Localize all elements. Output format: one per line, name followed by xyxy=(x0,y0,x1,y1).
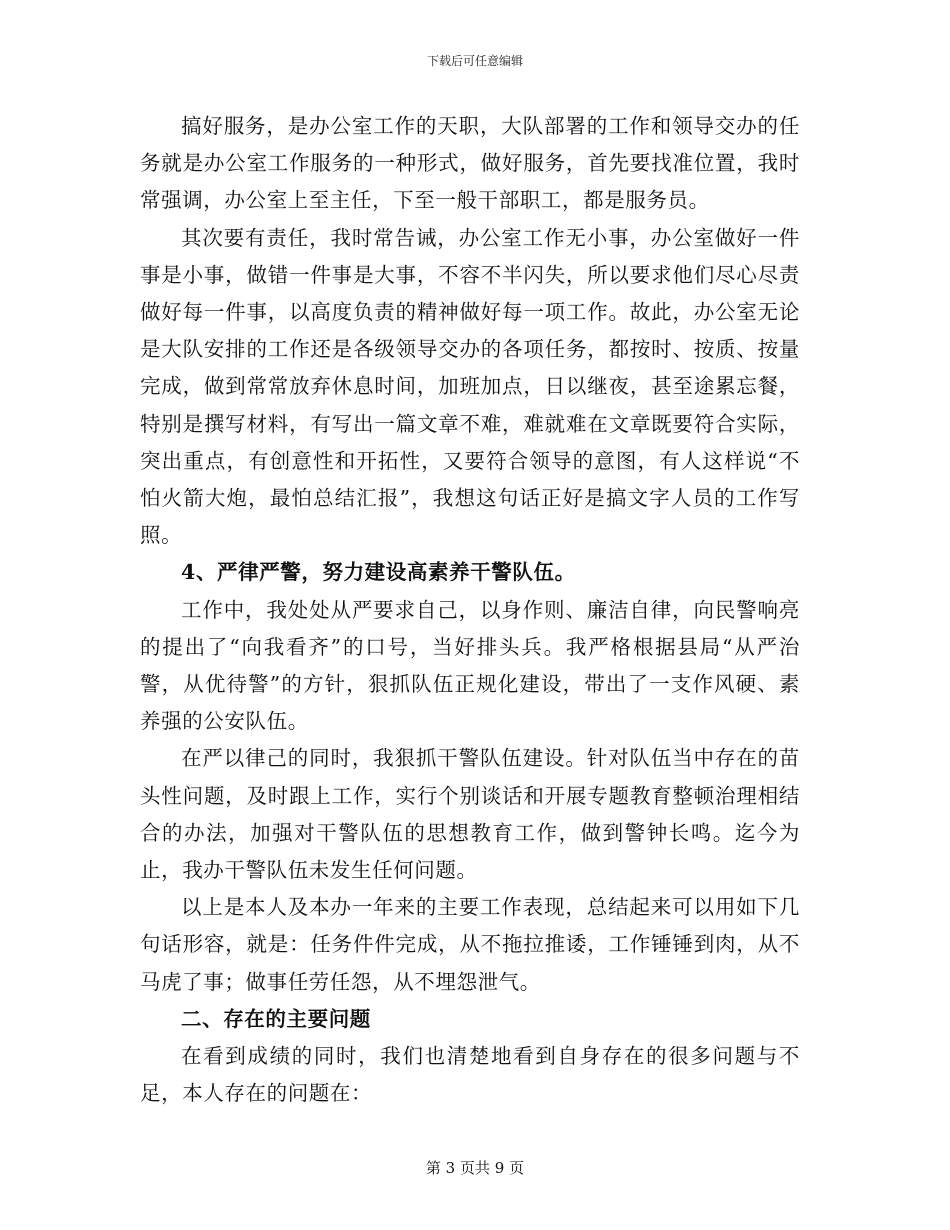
section-heading-4: 4、严律严警，努力建设高素养干警队伍。 xyxy=(181,560,576,585)
paragraph-self-discipline: 工作中，我处处从严要求自己，以身作则、廉洁自律，向民警响亮的提出了“向我看齐”的口号，当好排头兵。我严格根据县局“从严治警，从优待警”的方针，狠抓队伍正规化建设，带出了一支作风硬、素养强的公安队伍。 xyxy=(140,597,800,734)
page-number: 第 3 页共 9 页 xyxy=(425,1159,525,1177)
document-body xyxy=(140,108,800,1112)
paragraph-service: 搞好服务，是办公室工作的天职，大队部署的工作和领导交办的任务就是办公室工作服务的一种形式，做好服务，首先要找准位置，我时常强调，办公室上至主任，下至一般干部职工，都是服务员。 xyxy=(140,114,800,213)
paragraph-summary: 以上是本人及本办一年来的主要工作表现，总结起来可以用如下几句话形容，就是：任务件件完成，从不拖拉推诿，工作锤锤到肉，从不马虎了事；做事任劳任怨，从不埋怨泄气。 xyxy=(140,895,800,994)
paragraph-responsibility: 其次要有责任，我时常告诫，办公室工作无小事，办公室做好一件事是小事，做错一件事是大事，不容不半闪失，所以要求他们尽心尽责做好每一件事，以高度负责的精神做好每一项工作。故此，办公室无论是大队安排的工作还是各级领导交办的各项任务，都按时、按质、按量完成，做到常常放弃休息时间，加班加点，日以继夜，甚至途累忘餐，特别是撰写材料，有写出一篇文章不难，难就难在文章既要符合实际，突出重点，有创意性和开拓性，又要符合领导的意图，有人这样说“不怕火箭大炮，最怕总结汇报”，我想这句话正好是搞文字人员的工作写照。 xyxy=(140,225,800,548)
paragraph-problems-intro: 在看到成绩的同时，我们也清楚地看到自身存在的很多问题与不足，本人存在的问题在： xyxy=(140,1044,800,1106)
paragraph-team-building: 在严以律己的同时，我狠抓干警队伍建设。针对队伍当中存在的苗头性问题，及时跟上工作，实行个别谈话和开展专题教育整顿治理相结合的办法，加强对干警队伍的思想教育工作，做到警钟长鸣。迄今为止，我办干警队伍未发生任何问题。 xyxy=(140,746,800,883)
section-heading-problems: 二、存在的主要问题 xyxy=(181,1006,371,1031)
page-header: 下载后可任意编辑 xyxy=(426,54,523,68)
